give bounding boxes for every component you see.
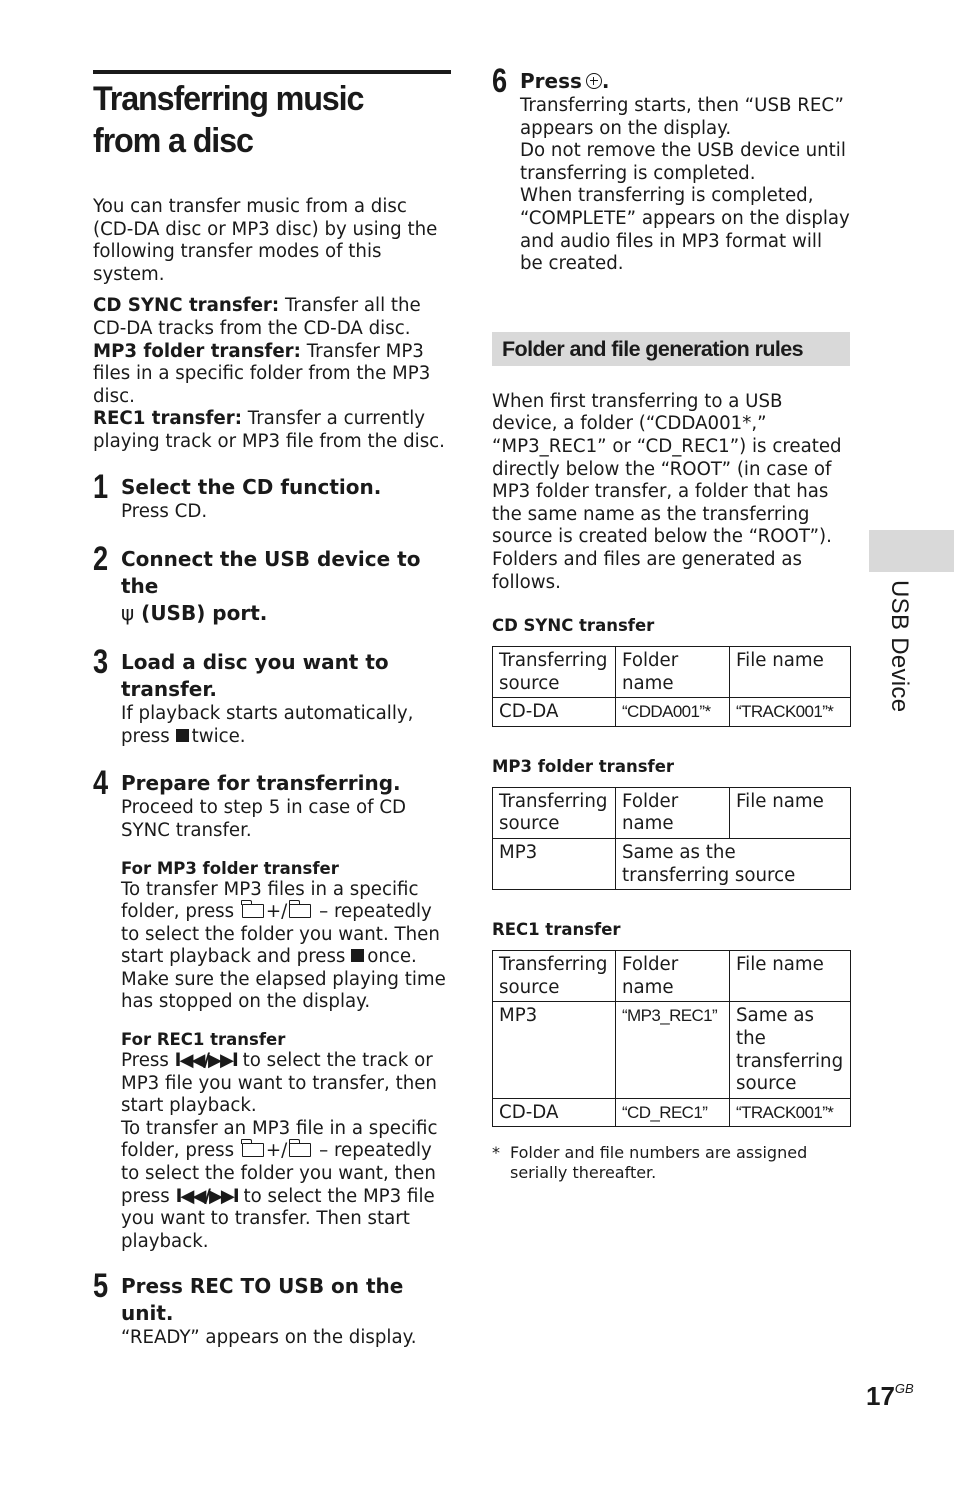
header-cell: Transferring source	[493, 787, 616, 838]
mode-name: REC1 transfer:	[93, 408, 242, 430]
step-heading-text: Connect the USB device to the	[121, 547, 421, 599]
right-column	[492, 62, 850, 1183]
minus-label: –	[319, 901, 329, 923]
mode-name: MP3 folder transfer:	[93, 340, 301, 362]
step-2	[93, 540, 451, 627]
stop-icon	[176, 729, 189, 742]
instruction-text: to select the track or MP3 file you want to transfer, then start playback.	[121, 1050, 437, 1117]
page-title: Transferring music from a disc	[93, 80, 364, 160]
step-body: When transferring is completed, “COMPLETE” appears on the display and audio files in MP3 format will be created.	[520, 185, 850, 275]
stop-icon	[351, 949, 364, 962]
step-heading-text: (USB) port.	[141, 601, 268, 626]
step-body-text: If playback starts automatically, press	[121, 703, 414, 747]
rec1-table	[492, 950, 851, 1127]
table-cell: “MP3_REC1”	[616, 1002, 730, 1098]
step-heading: Press REC TO USB on the unit.	[121, 1274, 404, 1326]
section-banner	[492, 332, 850, 366]
step-heading-text: Press	[520, 69, 582, 93]
step-body: Transferring starts, then “USB REC” appears on the display.	[520, 95, 844, 139]
step-number: 3	[93, 643, 109, 682]
table-row	[493, 1002, 851, 1098]
instruction-text: repeatedly to select the folder you want, then press	[121, 1140, 436, 1207]
page-number	[866, 1381, 914, 1412]
instruction-text: Make sure the elapsed playing time has stopped on the display.	[121, 968, 446, 1013]
side-section-label: USB Device	[886, 580, 913, 713]
side-tab-marker	[869, 530, 954, 572]
table-cell: “CDDA001”*	[616, 698, 730, 727]
step-3	[93, 643, 451, 748]
page-number-suffix: GB	[894, 1381, 914, 1396]
step-heading: Prepare for transferring.	[121, 771, 401, 796]
table-label-mp3-folder: MP3 folder transfer	[492, 756, 675, 776]
mp3-folder-table	[492, 787, 851, 890]
step-number: 4	[93, 764, 109, 803]
step-heading: Load a disc you want to transfer.	[121, 650, 389, 702]
table-row	[493, 698, 851, 727]
left-column	[93, 70, 451, 1350]
mode-desc: Transfer all the CD-DA tracks from the CD-DA disc.	[93, 295, 421, 339]
instruction-text: Press	[121, 1050, 169, 1072]
step-body: Proceed to step 5 in case of CD SYNC transfer.	[121, 797, 407, 841]
mp3-folder-subheading: For MP3 folder transfer	[121, 858, 339, 878]
footnote-text: Folder and file numbers are assigned serially thereafter.	[510, 1143, 808, 1183]
title-rule	[93, 70, 451, 74]
table-cell: CD-DA	[493, 698, 616, 727]
instruction-text: to select the MP3 file you want to transfer. Then start playback.	[121, 1185, 435, 1252]
step-4	[93, 764, 451, 1253]
step-heading: Select the CD function.	[121, 474, 382, 499]
table-label-rec1: REC1 transfer	[492, 920, 621, 940]
header-cell: Folder name	[616, 951, 730, 1002]
step-heading-text: .	[601, 69, 610, 93]
table-row	[493, 1098, 851, 1127]
header-cell: Folder name	[616, 647, 730, 698]
table-header-row	[493, 951, 851, 1002]
page-number-value: 17	[866, 1381, 895, 1411]
instruction-text: repeatedly to select the folder you want. Then start playback and press	[121, 901, 440, 968]
transfer-modes	[93, 295, 451, 453]
instruction-text: To transfer MP3 files in a specific folder, press	[121, 878, 419, 923]
table-header-row	[493, 787, 851, 838]
folder-plus-icon	[242, 1143, 264, 1157]
enter-icon	[586, 73, 602, 89]
prev-next-icon: I◀◀/▶▶I	[175, 1185, 238, 1207]
footnote	[492, 1143, 850, 1183]
table-cell: “TRACK001”*	[730, 1098, 851, 1127]
mode-desc: Transfer MP3 files in a specific folder from the MP3 disc.	[93, 340, 431, 407]
step-5	[93, 1267, 451, 1350]
mode-name: CD SYNC transfer:	[93, 295, 280, 317]
header-cell: Folder name	[616, 787, 730, 838]
instruction-text: once.	[367, 946, 417, 968]
step-number: 5	[93, 1267, 109, 1306]
folder-minus-icon	[289, 1143, 311, 1157]
step-number: 6	[492, 62, 508, 100]
step-heading	[520, 68, 850, 95]
section-title: Folder and file generation rules	[502, 336, 803, 361]
table-cell: Same as the transferring source	[616, 839, 851, 890]
table-row	[493, 839, 851, 890]
table-cell: Same as the transferring source	[730, 1002, 851, 1098]
step-number: 2	[93, 540, 109, 579]
folder-minus-icon	[289, 904, 311, 918]
rules-text: When first transferring to a USB device, a folder (“CDDA001*,” “MP3_REC1” or “CD_REC1”) is created directly below the “ROOT” (in case of MP3 folder transfer, a folder that has the same name as the transferring source is created below the “ROOT”).	[492, 390, 842, 548]
footnote-mark: *	[492, 1143, 500, 1163]
step-body: Do not remove the USB device until transferring is completed.	[520, 140, 846, 184]
step-body-text: twice.	[191, 725, 246, 747]
rec1-instructions	[121, 1050, 451, 1253]
step-1	[93, 467, 451, 524]
rules-text: Folders and files are generated as follows.	[492, 548, 802, 593]
plus-label: +/	[265, 901, 288, 923]
rec1-subheading: For REC1 transfer	[121, 1030, 286, 1050]
header-cell: File name	[730, 951, 851, 1002]
plus-label: +/	[265, 1140, 288, 1162]
header-cell: Transferring source	[493, 951, 616, 1002]
step-6	[492, 62, 850, 276]
header-cell: Transferring source	[493, 647, 616, 698]
cd-sync-table	[492, 646, 851, 727]
header-cell: File name	[730, 647, 851, 698]
table-cell: “TRACK001”*	[730, 698, 851, 727]
table-cell: CD-DA	[493, 1098, 616, 1127]
step-number: 1	[93, 467, 109, 506]
table-label-cd-sync: CD SYNC transfer	[492, 616, 655, 636]
table-cell: MP3	[493, 839, 616, 890]
folder-plus-icon	[242, 904, 264, 918]
table-cell: “CD_REC1”	[616, 1098, 730, 1127]
header-cell: File name	[730, 787, 851, 838]
prev-next-icon: I◀◀/▶▶I	[174, 1050, 237, 1072]
instruction-text: To transfer an MP3 file in a specific folder, press	[121, 1117, 438, 1162]
mode-desc: Transfer a currently playing track or MP3 file from the disc.	[93, 408, 445, 452]
step-body	[121, 703, 451, 748]
step-body: “READY” appears on the display.	[121, 1327, 417, 1349]
intro-text: You can transfer music from a disc (CD-DA disc or MP3 disc) by using the following transfer modes of this system.	[93, 196, 438, 285]
table-header-row	[493, 647, 851, 698]
minus-label: –	[319, 1140, 329, 1162]
step-heading	[121, 546, 451, 627]
mp3-folder-instructions	[121, 879, 451, 1015]
usb-icon: ψ	[121, 601, 135, 626]
table-cell: MP3	[493, 1002, 616, 1098]
step-body: Press CD.	[121, 500, 208, 522]
